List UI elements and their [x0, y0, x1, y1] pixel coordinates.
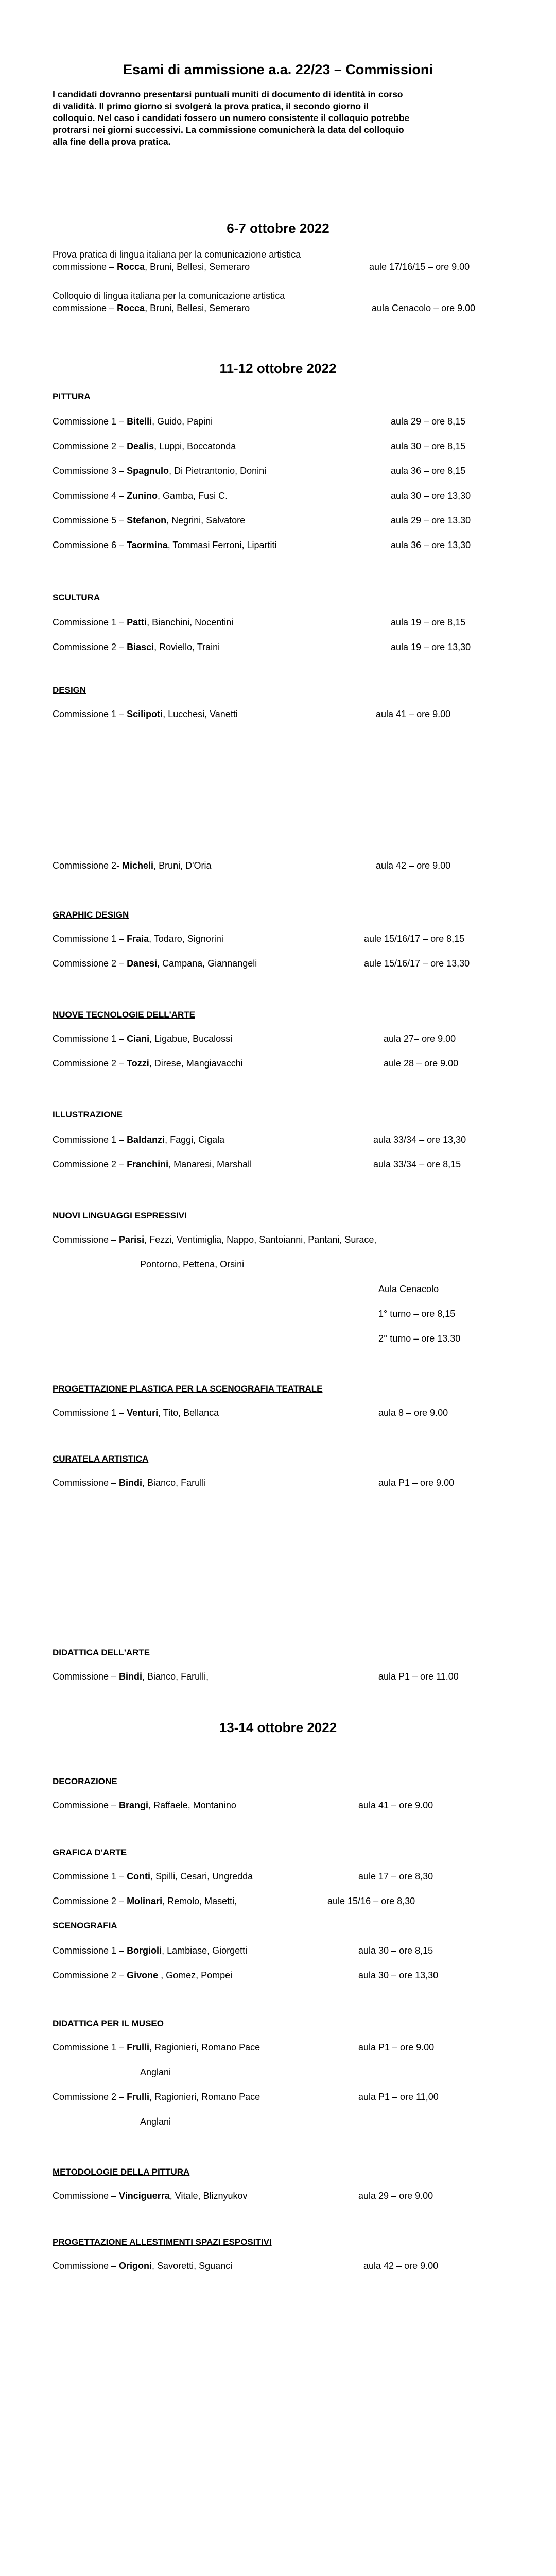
intro-paragraph [53, 89, 506, 148]
commission-chair: Danesi [127, 958, 158, 969]
intro-line: I candidati dovranno presentarsi puntuali muniti di documento di identità in corso [53, 89, 403, 99]
room-time: aule 15/16 – ore 8,30 [327, 1896, 415, 1906]
room-time: aula 41 – ore 9.00 [358, 1800, 433, 1810]
section-heading-pittura: PITTURA [53, 392, 91, 401]
room-time: aula 29 – ore 9.00 [358, 2191, 433, 2201]
room-label: Aula Cenacolo [378, 1284, 439, 1294]
room-time: aule 17 – ore 8,30 [358, 1871, 433, 1882]
commission-chair: Zunino [127, 490, 158, 501]
commission-row: Commissione 2 – Molinari, Remolo, Masetti, aule 15/16 – ore 8,30 [53, 1896, 415, 1906]
commission-row: Commissione – Origoni, Savoretti, Sguanci aula 42 – ore 9.00 [53, 2261, 439, 2271]
section-heading-graphic-design: GRAPHIC DESIGN [53, 910, 129, 920]
exam-description: Colloquio di lingua italiana per la comunicazione artistica [53, 291, 285, 301]
room-time: aula Cenacolo – ore 9.00 [372, 303, 476, 313]
date-heading: 6-7 ottobre 2022 [227, 221, 329, 236]
commission-chair: Rocca [117, 303, 145, 313]
commission-chair: Taormina [127, 540, 168, 550]
room-time: aula 36 – ore 13,30 [391, 540, 471, 550]
commission-row: Commissione 2 – Tozzi, Direse, Mangiavacchi aule 28 – ore 9.00 [53, 1058, 459, 1069]
commission-chair: Vinciguerra [119, 2191, 170, 2201]
commission-row: Commissione 1 – Bitelli, Guido, Papini aula 29 – ore 8,15 [53, 416, 466, 427]
commission-chair: Bindi [119, 1478, 143, 1488]
commission-row: Commissione – Parisi, Fezzi, Ventimiglia, Nappo, Santoianni, Pantani, Surace, [53, 1234, 377, 1245]
room-time: aula 30 – ore 8,15 [358, 1945, 433, 1956]
commission-row: Commissione – Bindi, Bianco, Farulli aula P1 – ore 9.00 [53, 1478, 455, 1488]
commission-chair: Givone [127, 1970, 159, 1980]
commission-chair: Frulli [127, 2042, 150, 2053]
room-time: aula 29 – ore 8,15 [391, 416, 466, 427]
commission-members-continued: Anglani [140, 2116, 171, 2127]
commission-row: Commissione 1 – Borgioli, Lambiase, Giorgetti aula 30 – ore 8,15 [53, 1945, 433, 1956]
commission-chair: Tozzi [127, 1058, 149, 1069]
room-time: aula 41 – ore 9.00 [376, 709, 451, 719]
commission-row: commissione – Rocca, Bruni, Bellesi, Semeraro aula Cenacolo – ore 9.00 [53, 303, 476, 313]
room-time: aule 28 – ore 9.00 [384, 1058, 459, 1069]
section-heading-design: DESIGN [53, 685, 86, 695]
commission-row: Commissione 6 – Taormina, Tommasi Ferroni, Lipartiti aula 36 – ore 13,30 [53, 540, 471, 550]
commission-members-continued: Anglani [140, 2067, 171, 2077]
commission-row: Commissione 2 – Biasci, Roviello, Traini aula 19 – ore 13,30 [53, 642, 471, 652]
commission-chair: Venturi [127, 1408, 159, 1418]
room-time: aula 42 – ore 9.00 [363, 2261, 439, 2271]
commission-row: Commissione 1 – Fraia, Todaro, Signorini aule 15/16/17 – ore 8,15 [53, 934, 465, 944]
section-heading-metodologie: METODOLOGIE DELLA PITTURA [53, 2167, 190, 2177]
commission-chair: Frulli [127, 2092, 150, 2102]
commission-chair: Spagnulo [127, 466, 169, 476]
section-heading-curatela: CURATELA ARTISTICA [53, 1454, 149, 1464]
commission-chair: Origoni [119, 2261, 152, 2271]
room-time: aula 8 – ore 9.00 [378, 1408, 448, 1418]
commission-row: Commissione 5 – Stefanon, Negrini, Salvatore aula 29 – ore 13.30 [53, 515, 471, 526]
commission-chair: Franchini [127, 1159, 169, 1170]
room-time: aula 29 – ore 13.30 [391, 515, 471, 526]
commission-row: Commissione 2- Micheli, Bruni, D'Oria aula 42 – ore 9.00 [53, 860, 451, 871]
commission-row: Commissione 1 – Scilipoti, Lucchesi, Vanetti aula 41 – ore 9.00 [53, 709, 451, 719]
section-heading-didattica-museo: DIDATTICA PER IL MUSEO [53, 2019, 164, 2028]
commission-row: Commissione – Bindi, Bianco, Farulli, aula P1 – ore 11.00 [53, 1671, 459, 1682]
commission-chair: Brangi [119, 1800, 149, 1810]
room-time: aula 30 – ore 13,30 [358, 1970, 439, 1980]
room-time: aule 15/16/17 – ore 8,15 [364, 934, 465, 944]
exam-description: Prova pratica di lingua italiana per la comunicazione artistica [53, 249, 301, 260]
commission-row: Commissione 2 – Dealis, Luppi, Boccatonda aula 30 – ore 8,15 [53, 441, 466, 451]
section-heading-nuove-tecnologie: NUOVE TECNOLOGIE DELL'ARTE [53, 1010, 195, 1020]
room-time: aula 30 – ore 13,30 [391, 490, 471, 501]
room-time: aula 30 – ore 8,15 [391, 441, 466, 451]
commission-chair: Dealis [127, 441, 154, 451]
commission-row: Commissione 1 – Frulli, Ragionieri, Romano Pace aula P1 – ore 9.00 [53, 2042, 435, 2053]
commission-chair: Baldanzi [127, 1134, 165, 1145]
room-time: aula 19 – ore 8,15 [391, 617, 466, 628]
commission-row: Commissione 2 – Franchini, Manaresi, Marshall aula 33/34 – ore 8,15 [53, 1159, 461, 1170]
commission-chair: Rocca [117, 262, 145, 272]
section-heading-nuovi-linguaggi: NUOVI LINGUAGGI ESPRESSIVI [53, 1211, 187, 1221]
commission-chair: Conti [127, 1871, 151, 1882]
shift-time: 1° turno – ore 8,15 [378, 1309, 456, 1319]
room-time: aula 19 – ore 13,30 [391, 642, 471, 652]
room-time: aule 15/16/17 – ore 13,30 [364, 958, 470, 969]
commission-chair: Bitelli [127, 416, 152, 427]
commission-chair: Stefanon [127, 515, 167, 526]
room-time: aule 17/16/15 – ore 9.00 [369, 262, 470, 272]
intro-line: alla fine della prova pratica. [53, 137, 171, 147]
commission-row: Commissione 1 – Venturi, Tito, Bellanca aula 8 – ore 9.00 [53, 1408, 448, 1418]
room-time: aula P1 – ore 9.00 [378, 1478, 455, 1488]
commission-chair: Micheli [122, 860, 154, 871]
commission-row: Commissione 1 – Patti, Bianchini, Nocentini aula 19 – ore 8,15 [53, 617, 466, 628]
date-heading: 13-14 ottobre 2022 [219, 1720, 337, 1735]
commission-row: Commissione 3 – Spagnulo, Di Pietrantonio, Donini aula 36 – ore 8,15 [53, 466, 466, 476]
room-time: aula P1 – ore 11,00 [358, 2092, 439, 2102]
commission-chair: Scilipoti [127, 709, 163, 719]
section-heading-scultura: SCULTURA [53, 592, 100, 602]
commission-chair: Molinari [127, 1896, 163, 1906]
commission-chair: Borgioli [127, 1945, 162, 1956]
section-heading-illustrazione: ILLUSTRAZIONE [53, 1110, 123, 1120]
section-heading-scenografia: SCENOGRAFIA [53, 1921, 117, 1930]
room-time: aula 42 – ore 9.00 [376, 860, 451, 871]
commission-row: Commissione 4 – Zunino, Gamba, Fusi C. aula 30 – ore 13,30 [53, 490, 471, 501]
commission-row: Commissione 1 – Ciani, Ligabue, Bucalossi aula 27– ore 9.00 [53, 1033, 456, 1044]
commission-row: Commissione – Brangi, Raffaele, Montanino aula 41 – ore 9.00 [53, 1800, 433, 1810]
room-time: aula 33/34 – ore 8,15 [373, 1159, 461, 1170]
section-heading-didattica-arte: DIDATTICA DELL'ARTE [53, 1648, 150, 1657]
commission-row: Commissione 2 – Givone , Gomez, Pompei aula 30 – ore 13,30 [53, 1970, 439, 1980]
commission-chair: Biasci [127, 642, 154, 652]
commission-row: Commissione 1 – Baldanzi, Faggi, Cigala aula 33/34 – ore 13,30 [53, 1134, 466, 1145]
date-heading: 11-12 ottobre 2022 [219, 361, 337, 376]
commission-row: Commissione – Vinciguerra, Vitale, Bliznyukov aula 29 – ore 9.00 [53, 2191, 433, 2201]
commission-row: Commissione 1 – Conti, Spilli, Cesari, Ungredda aule 17 – ore 8,30 [53, 1871, 433, 1882]
section-heading-scenografia-teatrale: PROGETTAZIONE PLASTICA PER LA SCENOGRAFIA TEATRALE [53, 1384, 323, 1394]
commission-row: commissione – Rocca, Bruni, Bellesi, Semeraro aule 17/16/15 – ore 9.00 [53, 262, 470, 272]
commission-chair: Fraia [127, 934, 149, 944]
section-heading-grafica-arte: GRAFICA D'ARTE [53, 1848, 127, 1857]
commission-members-continued: Pontorno, Pettena, Orsini [140, 1259, 245, 1269]
room-time: aula 33/34 – ore 13,30 [373, 1134, 466, 1145]
shift-time: 2° turno – ore 13.30 [378, 1333, 461, 1344]
room-time: aula P1 – ore 11.00 [378, 1671, 459, 1682]
commission-row: Commissione 2 – Frulli, Ragionieri, Romano Pace aula P1 – ore 11,00 [53, 2092, 439, 2102]
commission-chair: Parisi [119, 1234, 145, 1245]
room-time: aula P1 – ore 9.00 [358, 2042, 435, 2053]
section-heading-allestimenti: PROGETTAZIONE ALLESTIMENTI SPAZI ESPOSITIVI [53, 2237, 272, 2247]
commission-chair: Patti [127, 617, 147, 628]
room-time: aula 36 – ore 8,15 [391, 466, 466, 476]
intro-line: colloquio. Nel caso i candidati fossero un numero consistente il colloquio potrebbe [53, 113, 410, 123]
room-time: aula 27– ore 9.00 [384, 1033, 456, 1044]
commission-row: Commissione 2 – Danesi, Campana, Giannangeli aule 15/16/17 – ore 13,30 [53, 958, 470, 969]
intro-line: protrarsi nei giorni successivi. La commissione comunicherà la data del colloquio [53, 125, 404, 135]
commission-chair: Bindi [119, 1671, 143, 1682]
section-heading-decorazione: DECORAZIONE [53, 1776, 117, 1786]
commission-chair: Ciani [127, 1033, 150, 1044]
page-title: Esami di ammissione a.a. 22/23 – Commissioni [123, 62, 433, 77]
intro-line: di validità. Il primo giorno si svolgerà la prova pratica, il secondo giorno il [53, 101, 369, 111]
